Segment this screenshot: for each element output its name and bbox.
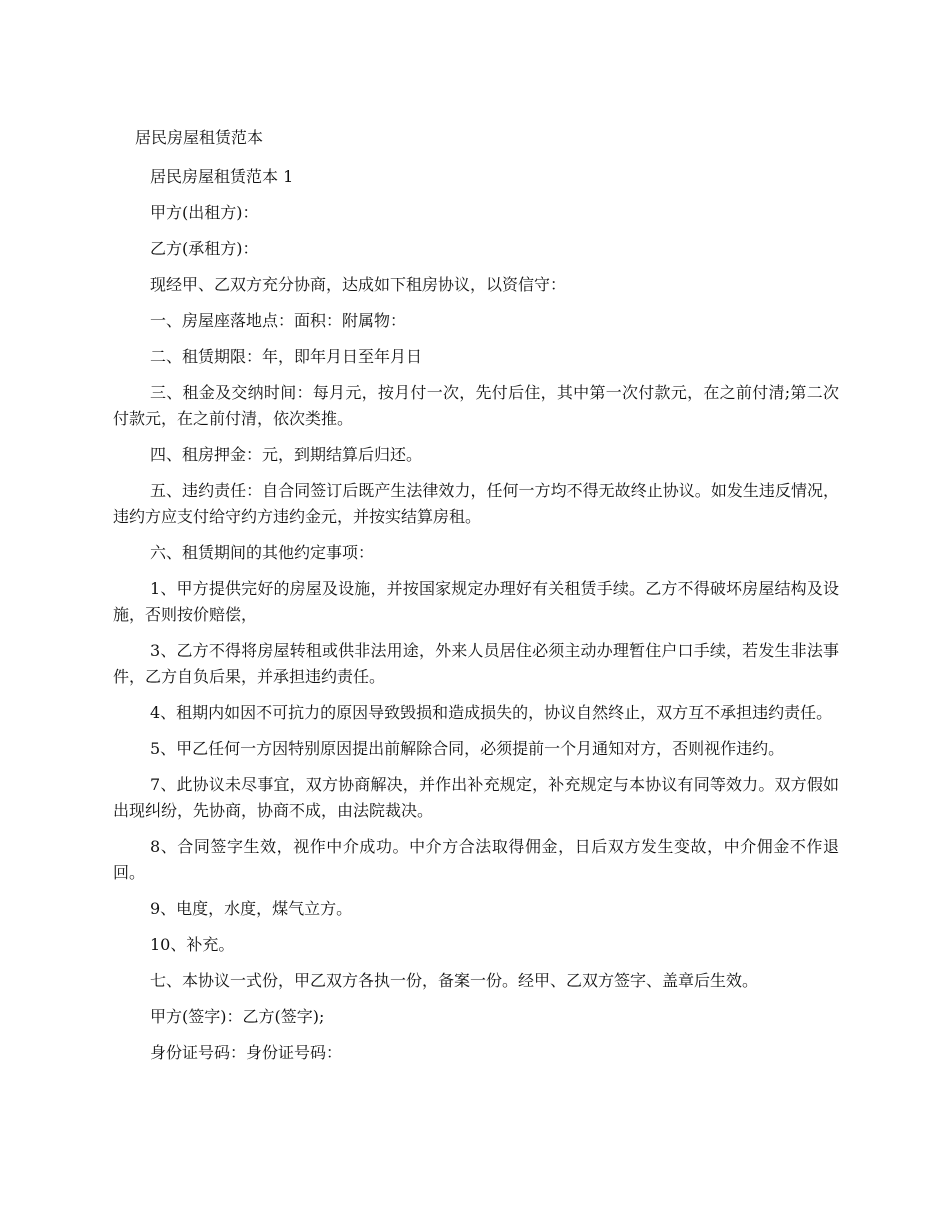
paragraph-clause-1: 一、房屋座落地点：面积：附属物： — [150, 311, 407, 330]
paragraph-clause-5: 五、违约责任：自合同签订后既产生法律效力，任何一方均不得无故终止协议。如发生违反情况，违约方应支付给守约方违约金元，并按实结算房租。 — [113, 481, 839, 526]
paragraph-id-numbers: 身份证号码：身份证号码： — [150, 1043, 343, 1062]
paragraph-item-10: 10、补充。 — [150, 935, 235, 954]
document-body — [113, 125, 839, 1076]
paragraph-item-7: 7、此协议未尽事宜，双方协商解决，并作出补充规定，补充规定与本协议有同等效力。双方假如出现纠纷，先协商，协商不成，由法院裁决。 — [113, 775, 839, 820]
paragraph-clause-7: 七、本协议一式份，甲乙双方各执一份，备案一份。经甲、乙双方签字、盖章后生效。 — [150, 971, 759, 990]
document-title: 居民房屋租赁范本 — [135, 128, 264, 147]
paragraph-item-1: 1、甲方提供完好的房屋及设施，并按国家规定办理好有关租赁手续。乙方不得破坏房屋结构及设施，否则按价赔偿， — [113, 579, 839, 624]
paragraph-clause-6: 六、租赁期间的其他约定事项： — [150, 543, 375, 562]
paragraph-item-4: 4、租期内如因不可抗力的原因导致毁损和造成损失的，协议自然终止，双方互不承担违约责任。 — [150, 703, 833, 722]
paragraph-signatures: 甲方(签字)：乙方(签字); — [150, 1007, 325, 1026]
paragraph-item-8: 8、合同签字生效，视作中介成功。中介方合法取得佣金，日后双方发生变故，中介佣金不作退回。 — [113, 837, 839, 882]
paragraph-clause-4: 四、租房押金：元，到期结算后归还。 — [150, 445, 423, 464]
paragraph-subtitle: 居民房屋租赁范本 1 — [150, 167, 294, 186]
paragraph-party-b: 乙方(承租方)： — [150, 239, 259, 258]
paragraph-item-3: 3、乙方不得将房屋转租或供非法用途，外来人员居住必须主动办理暂住户口手续，若发生非法事件，乙方自负后果，并承担违约责任。 — [113, 641, 839, 686]
paragraph-clause-3: 三、租金及交纳时间：每月元，按月付一次，先付后住，其中第一次付款元，在之前付清;第二次付款元，在之前付清，依次类推。 — [113, 383, 839, 428]
paragraph-item-5: 5、甲乙任何一方因特别原因提出前解除合同，必须提前一个月通知对方，否则视作违约。 — [150, 739, 785, 758]
paragraph-item-9: 9、电度，水度，煤气立方。 — [150, 899, 353, 918]
paragraph-intro: 现经甲、乙双方充分协商，达成如下租房协议，以资信守： — [150, 275, 567, 294]
paragraph-party-a: 甲方(出租方)： — [150, 203, 259, 222]
paragraph-clause-2: 二、租赁期限：年，即年月日至年月日 — [150, 347, 423, 366]
